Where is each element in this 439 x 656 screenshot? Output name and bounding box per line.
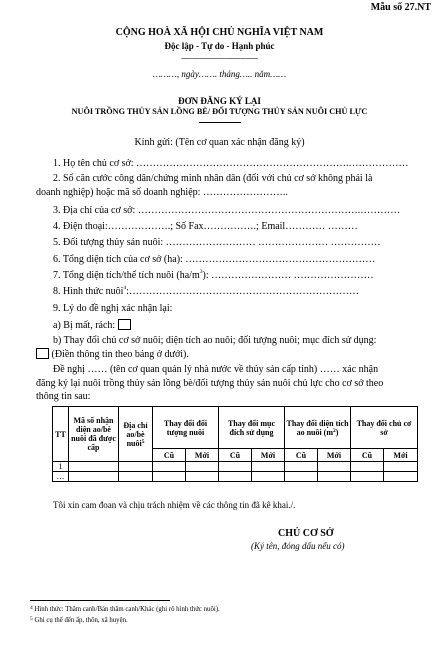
reason-lost: a) Bị mất, rách: (53, 319, 131, 331)
nation-heading: CỘNG HOÀ XÃ HỘI CHỦ NGHĨA VIỆT NAM (115, 27, 324, 38)
sub-old: Cũ (351, 449, 384, 462)
col-area-change: Thay đổi diện tích ao nuôi $(m^2)$ (285, 407, 351, 449)
field-total-area: 6. Tổng diện tích của cơ sở (ha): ………………………………………………… (53, 254, 376, 265)
table-cell[interactable] (318, 472, 351, 482)
field-species: 5. Đối tượng thủy sản nuôi: ……………………… ………………… …………… (53, 237, 381, 248)
table-row (53, 462, 418, 472)
sub-old: Cũ (153, 449, 186, 462)
header-divider: --------------------------------------- (181, 53, 258, 62)
table-cell[interactable] (186, 462, 219, 472)
date-line: ………, ngày……. tháng….. năm…… (152, 69, 287, 79)
table-cell[interactable] (285, 472, 318, 482)
field-farming-method: 8. Hình thức nuôi$^4$:…………………………………………………………… (53, 285, 359, 297)
changed-checkbox[interactable] (36, 348, 49, 359)
request-line3: thông tin sau: (36, 391, 91, 402)
table-row (53, 472, 418, 482)
sub-old: Cũ (285, 449, 318, 462)
field-phone: 4. Điện thoại:……………….; Số Fax…………….; Email………… ……… (53, 221, 358, 232)
form-number: Mẫu số 27.NT (370, 2, 431, 13)
table-cell[interactable] (285, 462, 318, 472)
col-code: Mã số nhận diện ao/bè nuôi đã được cấp (69, 407, 119, 462)
commitment: Tôi xin cam đoan và chịu trách nhiệm về các thông tin đã kê khai./. (53, 500, 296, 510)
table-cell[interactable] (384, 462, 418, 472)
footnote-5: $^5$ Ghi cụ thể đến ấp, thôn, xã huyện. (30, 616, 128, 624)
table-cell[interactable] (119, 472, 153, 482)
form-subtitle: NUÔI TRỒNG THỦY SẢN LỒNG BÈ/ ĐỐI TƯỢNG THỦY SẢN NUÔI CHỦ LỰC (71, 107, 368, 116)
table-cell[interactable] (351, 462, 384, 472)
col-address: Địa chỉ ao/bè nuôi$^5$ (119, 407, 153, 462)
lost-checkbox[interactable] (118, 319, 131, 330)
addressee: Kính gửi: (Tên cơ quan xác nhận đăng ký) (134, 137, 305, 148)
row-number: 1 (53, 462, 69, 472)
request-line2: đăng ký lại nuôi trồng thủy sản lồng bè/đối tượng thủy sản nuôi chủ lực cho cơ sở theo (36, 378, 384, 389)
table-cell[interactable] (252, 462, 285, 472)
sub-new: Mới (252, 449, 285, 462)
signature-note: (Ký tên, đóng dấu nếu có) (251, 541, 345, 551)
sub-old: Cũ (219, 449, 252, 462)
table-cell[interactable] (186, 472, 219, 482)
field-owner-name: 1. Họ tên chủ cơ sở: ……………………………………………………….……………… (53, 158, 409, 169)
table-cell[interactable] (153, 462, 186, 472)
sub-new: Mới (186, 449, 219, 462)
sub-new: Mới (318, 449, 351, 462)
table-cell[interactable] (252, 472, 285, 482)
change-table (52, 406, 418, 482)
field-address: 3. Địa chỉ của cơ sở: ………………………………………………………….………… (53, 205, 401, 216)
request-line1: Đề nghị …… (tên cơ quan quản lý nhà nước về thủy sản cấp tỉnh) …… xác nhận (53, 364, 379, 375)
table-cell[interactable] (69, 462, 119, 472)
table-cell[interactable] (119, 462, 153, 472)
table-cell[interactable] (384, 472, 418, 482)
col-tt: TT (53, 407, 69, 462)
col-purpose-change: Thay đổi mục đích sử dụng (219, 407, 285, 449)
motto: Độc lập - Tự do - Hạnh phúc (164, 41, 275, 51)
reason-changed-line2: (Điền thông tin theo bảng ở dưới). (36, 348, 189, 360)
reason-changed: b) Thay đổi chủ cơ sở nuôi; diện tích ao nuôi; đối tượng nuôi; mục đích sử dụng: (53, 335, 377, 346)
sub-new: Mới (384, 449, 418, 462)
table-cell[interactable] (69, 472, 119, 482)
form-title: ĐƠN ĐĂNG KÝ LẠI (178, 96, 261, 106)
field-id-number-line1: 2. Số căn cước công dân/chứng minh nhân dân (đối với chủ cơ sở không phải là (53, 173, 373, 184)
table-cell[interactable] (219, 462, 252, 472)
table-cell[interactable] (351, 472, 384, 482)
table-cell[interactable] (153, 472, 186, 482)
field-id-number-line2: doanh nghiệp) hoặc mã số doanh nghiệp: …………………….. (36, 187, 288, 198)
signature-title: CHỦ CƠ SỞ (278, 528, 334, 539)
field-reason: 9. Lý do đề nghị xác nhận lại: (53, 303, 173, 314)
field-farming-area: 7. Tổng diện tích/thể tích nuôi $(ha/m^3)$: …………………… …………………… (53, 269, 374, 281)
title-underline (199, 122, 241, 123)
table-cell[interactable] (219, 472, 252, 482)
footnote-divider (30, 600, 170, 601)
col-species-change: Thay đổi đối tượng nuôi (153, 407, 219, 449)
table-cell[interactable] (318, 462, 351, 472)
footnote-4: $^4$ Hình thức: Thâm canh/Bán thâm canh/Khác (ghi rõ hình thức nuôi). (30, 605, 220, 613)
row-number: … (53, 472, 69, 482)
col-owner-change: Thay đổi chủ cơ sở (351, 407, 418, 449)
